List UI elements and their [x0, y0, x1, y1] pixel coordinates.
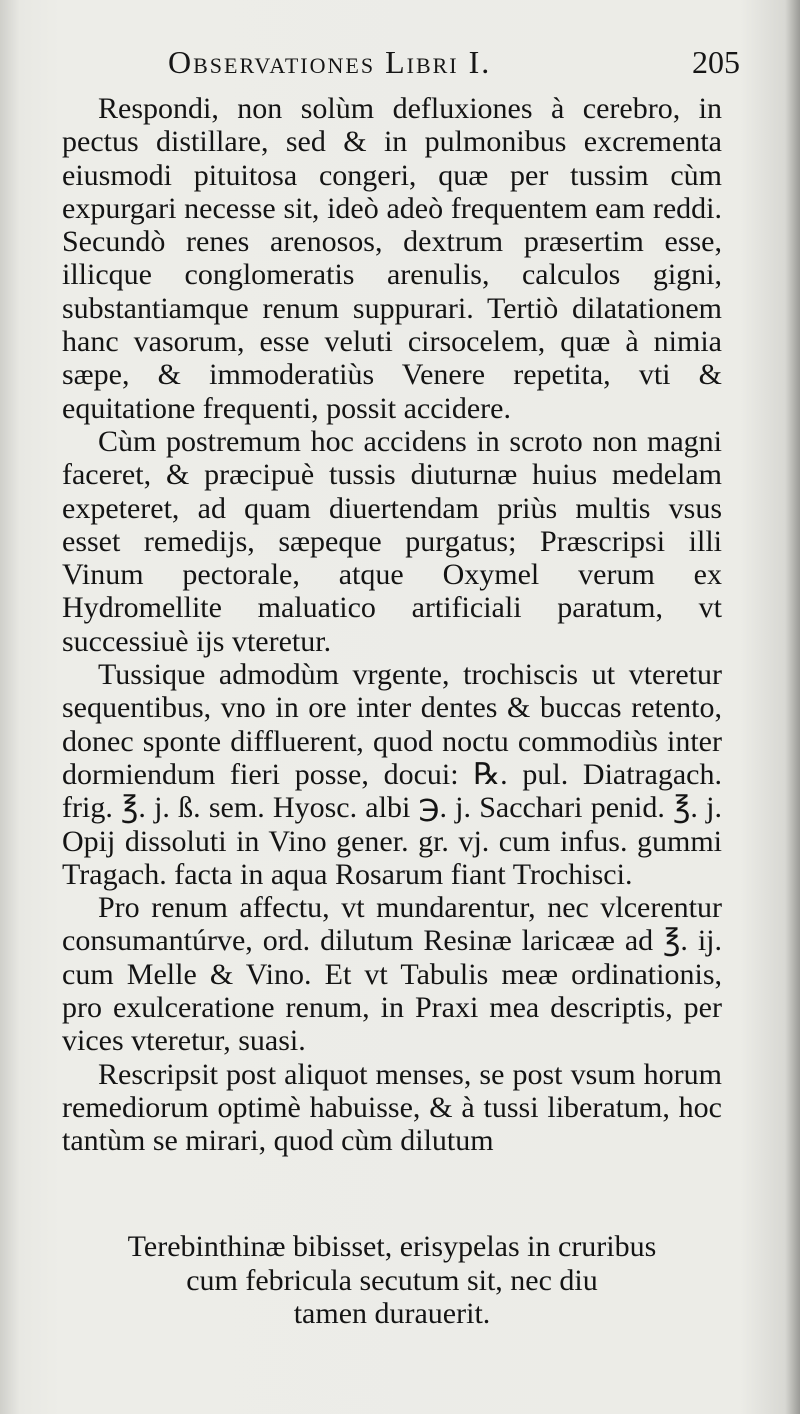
paragraph-5: Rescripsit post aliquot menses, se post vsum horum remediorum optimè habuisse, & à tussi liberatum, hoc tantùm se mirari, quod cùm dilutum: [62, 1057, 722, 1158]
paragraph-4: Pro renum affectu, vt mundarentur, nec vlcerentur consumantúrve, ord. dilutum Resinæ laricææ ad ℥. ij. cum Melle & Vino. Et vt Tabulis meæ ordinationis, pro exulceratione renum, in Praxi mea descriptis, per vices vteretur, suasi.: [62, 891, 722, 1058]
paragraph-1: Respondi, non solùm defluxiones à cerebro, in pectus distillare, sed & in pulmonibus excrementa eiusmodi pituitosa congeri, quæ per tussim cùm expurgari necesse sit, ideò adeò frequentem eam reddi. Secundò renes arenosos, dextrum præsertim esse, illicque conglomeratis arenulis, calculos gigni, substantiamque renum suppurari. Tertiò dilatationem hanc vasorum, esse veluti cirsocelem, quæ à nimia sæpe, & immoderatiùs Venere repetita, vti & equitatione frequenti, possit accidere.: [62, 92, 722, 425]
closing-line-2: cum febricula secutum sit, nec diu: [186, 1263, 598, 1297]
body-text: [62, 92, 722, 1158]
page-number: 205: [692, 44, 740, 80]
page-header: [60, 44, 740, 94]
paragraph-2: Cùm postremum hoc accidens in scroto non magni faceret, & præcipuè tussis diuturnæ huius medelam expeteret, ad quam diuertendam priùs multis vsus esset remedijs, sæpeque purgatus; Præscripsi illi Vinum pectorale, atque Oxymel verum ex Hydromellite maluatico artificiali paratum, vt successiuè ijs vteretur.: [62, 424, 722, 658]
closing-line-1: Terebinthinæ bibisset, erisypelas in cruribus: [127, 1230, 657, 1263]
closing-line-3: tamen durauerit.: [293, 1297, 491, 1330]
paragraph-3: Tussique admodùm vrgente, trochiscis ut vteretur sequentibus, vno in ore inter dentes & buccas retento, donec sponte diffluerent, quod noctu commodiùs inter dormiendum fieri posse, docui: ℞. pul. Diatragach. frig. ℥. j. ß. sem. Hyosc. albi ℈. j. Sacchari penid. ℥. j. Opij dissoluti in Vino gener. gr. vj. cum infus. gummi Tragach. facta in aqua Rosarum fiant Trochisci.: [62, 658, 722, 891]
closing-block: [62, 1230, 722, 1331]
running-title: Observationes Libri I.: [168, 44, 492, 80]
